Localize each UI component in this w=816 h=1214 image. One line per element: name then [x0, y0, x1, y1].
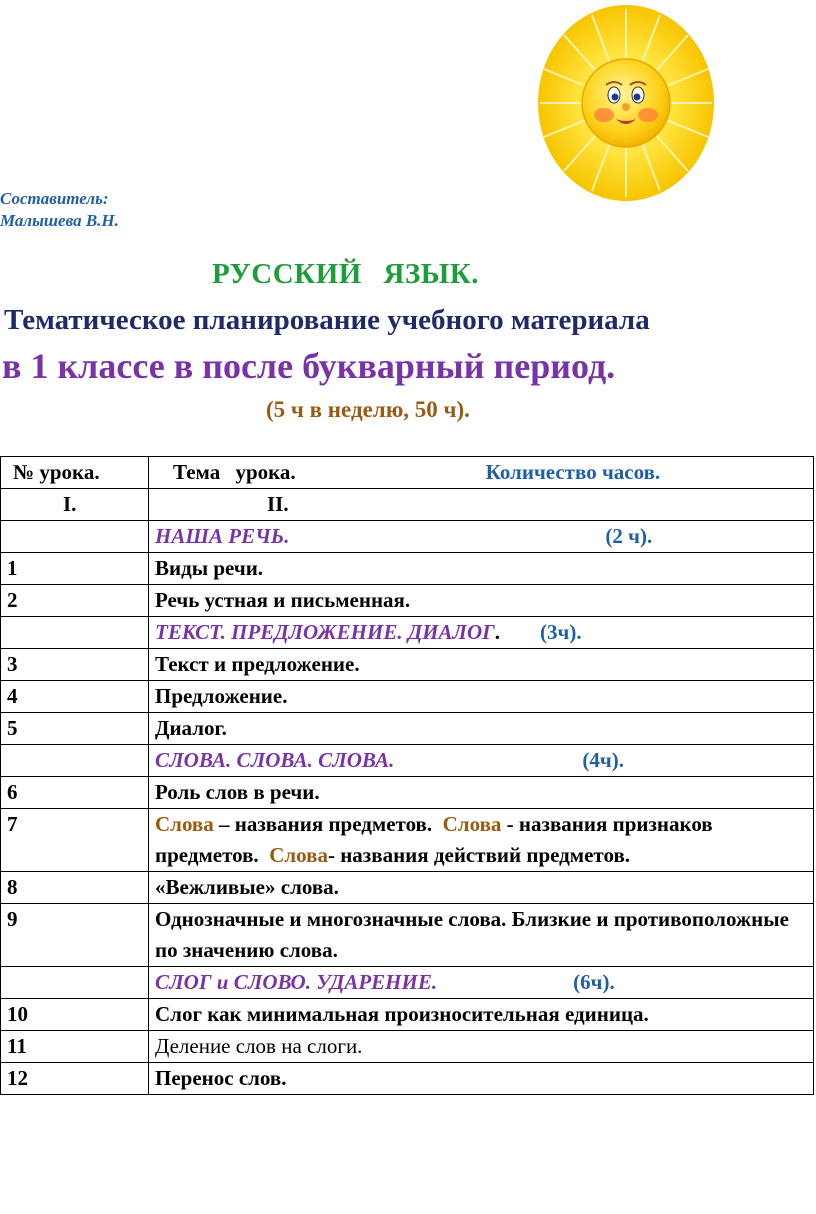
- table-row: [1, 553, 814, 585]
- lesson-topic: Роль слов в речи.: [149, 777, 814, 809]
- section-row: [1, 617, 814, 649]
- section-row: [1, 521, 814, 553]
- section-title: НАША РЕЧЬ. (2 ч).: [149, 521, 814, 553]
- lesson-num: 2: [1, 585, 149, 617]
- lesson-num: 8: [1, 872, 149, 904]
- section-row: [1, 745, 814, 777]
- section-hours: (4ч).: [582, 748, 624, 772]
- lesson-topic: Текст и предложение.: [149, 649, 814, 681]
- lesson-topic: Предложение.: [149, 681, 814, 713]
- subject-title: РУССКИЙ ЯЗЫК.: [212, 258, 480, 290]
- lesson-topic: Слова – названия предметов. Слова - названия признаков предметов. Слова- названия действий предметов.: [149, 809, 814, 872]
- lesson-topic: Диалог.: [149, 713, 814, 745]
- header-topic: Тема урока.: [173, 460, 296, 484]
- header-topic-cell: [149, 457, 814, 489]
- section-title: ТЕКСТ. ПРЕДЛОЖЕНИЕ. ДИАЛОГ. (3ч).: [149, 617, 814, 649]
- lesson-num: 7: [1, 809, 149, 872]
- table-row: [1, 585, 814, 617]
- section-title: СЛОВА. СЛОВА. СЛОВА. (4ч).: [149, 745, 814, 777]
- author-label: Составитель:: [0, 189, 109, 208]
- lesson-topic: Виды речи.: [149, 553, 814, 585]
- lesson-num: 4: [1, 681, 149, 713]
- header-roman-1-cell: [1, 489, 149, 521]
- table-row: [1, 999, 814, 1031]
- table-row: [1, 1031, 814, 1063]
- header-count: Количество часов.: [485, 460, 661, 484]
- lesson-topic: Перенос слов.: [149, 1063, 814, 1095]
- table-row: [1, 713, 814, 745]
- lesson-plan-table: [0, 456, 814, 1095]
- lesson-num: 9: [1, 904, 149, 967]
- lesson-num: 10: [1, 999, 149, 1031]
- lesson-topic: Однозначные и многозначные слова. Близкие и противоположные по значению слова.: [149, 904, 814, 967]
- sun-illustration: [536, 3, 716, 203]
- plan-title: Тематическое планирование учебного материала: [4, 304, 650, 336]
- author-block: [0, 188, 119, 232]
- section-row: [1, 967, 814, 999]
- lesson-num: 12: [1, 1063, 149, 1095]
- lesson-num: 11: [1, 1031, 149, 1063]
- header-num: № урока.: [1, 457, 149, 489]
- section-title: СЛОГ и СЛОВО. УДАРЕНИЕ. (6ч).: [149, 967, 814, 999]
- table-header-row: [1, 457, 814, 489]
- header-roman-2: II.: [267, 492, 289, 516]
- lesson-topic: «Вежливые» слова.: [149, 872, 814, 904]
- table-row: [1, 904, 814, 967]
- lesson-num: 6: [1, 777, 149, 809]
- table-row: [1, 681, 814, 713]
- table-row: [1, 809, 814, 872]
- lesson-topic: Речь устная и письменная.: [149, 585, 814, 617]
- lesson-num: 3: [1, 649, 149, 681]
- table-header-roman-row: [1, 489, 814, 521]
- table-row: [1, 649, 814, 681]
- grade-title: в 1 классе в после букварный период.: [2, 346, 616, 386]
- table-row: [1, 777, 814, 809]
- header-roman-2-cell: [149, 489, 814, 521]
- section-hours: (3ч).: [540, 620, 582, 644]
- hours-subtitle: (5 ч в неделю, 50 ч).: [266, 397, 470, 422]
- section-hours: (2 ч).: [605, 524, 653, 548]
- header-roman-1: I.: [63, 492, 77, 516]
- author-name: Малышева В.Н.: [0, 211, 119, 230]
- lesson-num: 5: [1, 713, 149, 745]
- table-row: [1, 872, 814, 904]
- lesson-topic: Слог как минимальная произносительная единица.: [149, 999, 814, 1031]
- lesson-num: 1: [1, 553, 149, 585]
- table-row: [1, 1063, 814, 1095]
- lesson-topic: Деление слов на слоги.: [149, 1031, 814, 1063]
- section-hours: (6ч).: [573, 970, 615, 994]
